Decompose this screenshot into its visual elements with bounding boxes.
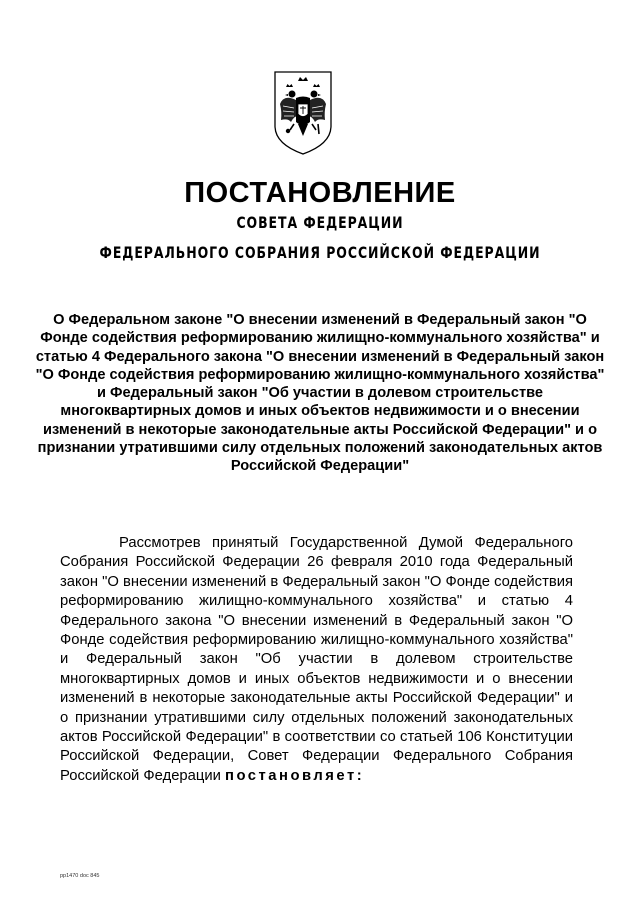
document-body [60, 534, 573, 786]
coat-of-arms-icon [272, 68, 334, 158]
document-title: ПОСТАНОВЛЕНИЕ [184, 177, 456, 209]
issuing-body-line1: СОВЕТА ФЕДЕРАЦИИ [236, 213, 404, 232]
issuing-body-line2: ФЕДЕРАЛЬНОГО СОБРАНИЯ РОССИЙСКОЙ ФЕДЕРАЦИИ [99, 243, 541, 262]
document-subject: О Федеральном законе "О внесении изменений в Федеральный закон "О Фонде содействия реформированию жилищно-коммунального хозяйства" и статью 4 Федерального закона "О внесении изменений в Федеральный закон "О Фонде содействия реформированию жилищно-коммунального хозяйства" и Федеральный закон "Об участии в долевом строительстве многоквартирных домов и иных объектов недвижимости и о внесении изменений в некоторые законодательные акты Российской Федерации" и о признании утратившими силу отдельных положений законодательных актов Российской Федерации" [35, 312, 605, 475]
footer-document-code: pp1470 doc 845 [60, 873, 100, 879]
body-paragraph: Рассмотрев принятый Государственной Думой Федерального Собрания Российской Федерации 26 февраля 2010 года Федеральный закон "О внесении изменений в Федеральный закон "О Фонде содействия реформированию жилищно-коммунального хозяйства" и статью 4 Федерального закона "О внесении изменений в Федеральный закон "О Фонде содействия реформированию жилищно-коммунального хозяйства" и Федеральный закон "Об участии в долевом строительстве многоквартирных домов и иных объектов недвижимости и о внесении изменений в некоторые законодательные акты Российской Федерации" и о признании утратившими силу отдельных положений законодательных актов Российской Федерации" в соответствии со статьей 106 Конституции Российской Федерации, Совет Федерации Федерального Собрания Российской Федерации [60, 535, 573, 784]
body-emphasis: постановляет: [225, 767, 365, 784]
